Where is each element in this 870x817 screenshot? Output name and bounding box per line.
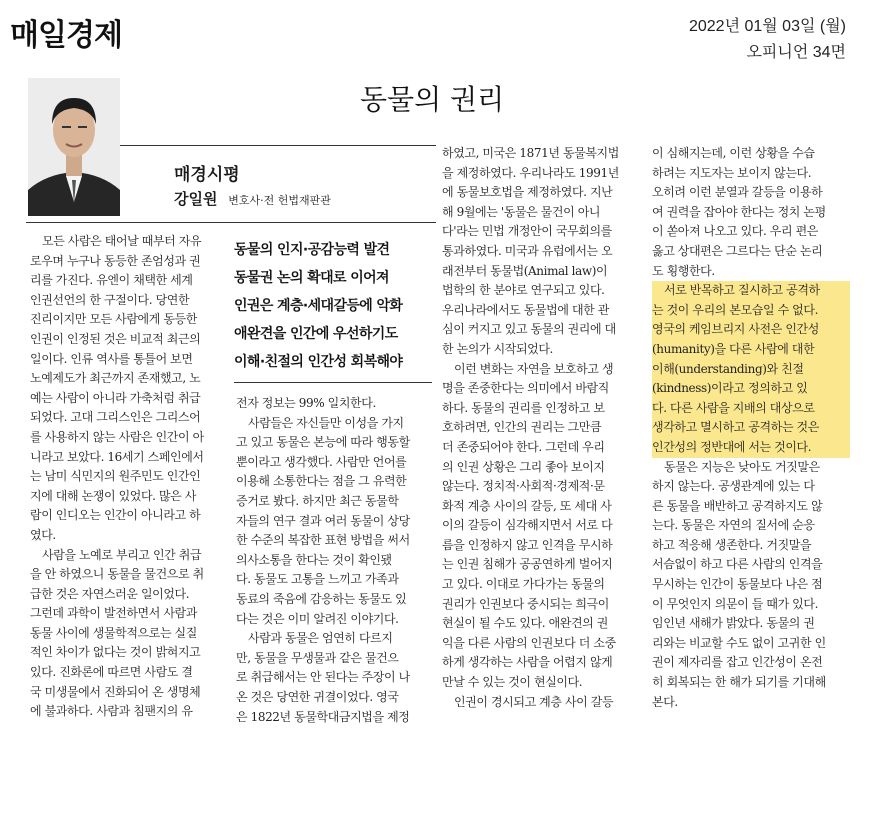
article-text-line: 다. 다른 사람을 지배의 대상으로 bbox=[652, 399, 850, 419]
article-text-line: 는 것이 우리의 본모습일 수 없다. bbox=[652, 301, 850, 321]
article-text-line: 되었다. 고대 그리스인은 그리스어 bbox=[30, 410, 201, 425]
article-text-line: 노예제도가 최근까지 존재했고, 노 bbox=[30, 371, 201, 386]
article-text-line: 심이 커지고 있고 동물의 권리에 대 bbox=[442, 322, 616, 337]
article-text-line: 른 동물을 배반하고 공격하지도 않 bbox=[652, 498, 823, 513]
article-text-line: 을 제정하였다. 우리나라도 1991년 bbox=[442, 165, 619, 180]
article-text-line: 다. 동물도 고통을 느끼고 가족과 bbox=[236, 572, 399, 587]
article-text-line: 고 있다. 이대로 가다가는 동물의 bbox=[442, 577, 605, 592]
article-text-line: 않는다. 정치적·사회적·경제적·문 bbox=[442, 479, 605, 494]
article-text-line: 도 횡행한다. bbox=[652, 263, 715, 278]
article-text-line: 서로 반목하고 질시하고 공격하 bbox=[652, 281, 850, 301]
article-text-line: 증거로 봤다. 하지만 최근 동물학 bbox=[236, 493, 399, 508]
byline bbox=[174, 188, 331, 209]
article-text-line: 동물 사이에 생물학적으로는 실질 bbox=[30, 625, 197, 640]
article-text-line: 리를 가진다. 유엔이 채택한 세계 bbox=[30, 273, 193, 288]
article-text-line: 리와는 비교할 수도 없이 고귀한 인 bbox=[652, 635, 826, 650]
article-text-line: 한 수준의 복잡한 표현 방법을 써서 bbox=[236, 533, 410, 548]
article-text-line: 에 동물보호법을 제정하였다. 지난 bbox=[442, 185, 613, 200]
article-text-line: 로 취급해서는 안 된다는 주장이 나 bbox=[236, 670, 410, 685]
pull-quote-line: 애완견을 인간에 우선하기도 bbox=[234, 326, 398, 342]
article-text-line: 인권선언의 한 구절이다. 당연한 bbox=[30, 292, 190, 307]
article-text-line: 뿐이라고 생각했다. 사람만 언어를 bbox=[236, 454, 407, 469]
article-text-line: 오히려 이런 분열과 갈등을 이용하 bbox=[652, 185, 823, 200]
article-text-line: 를 사용하지 않는 사람은 인간이 아 bbox=[30, 429, 204, 444]
dateline bbox=[689, 14, 846, 66]
article-text-line: 이 심해지는데, 이런 상황을 수습 bbox=[652, 146, 815, 160]
article-text-line: 무시하는 인간이 동물보다 나은 점 bbox=[652, 577, 823, 592]
article-text-line: 법학의 한 분야로 연구되고 있다. bbox=[442, 283, 605, 298]
article-text-line: 니라고 보았다. 16세기 스페인에서 bbox=[30, 449, 204, 464]
article-text-line: 진리이지만 모든 사람에게 동등한 bbox=[30, 312, 197, 327]
pull-quote-line: 동물권 논의 확대로 이어져 bbox=[234, 270, 389, 286]
article-text-line: 하게 생각하는 사람을 어렵지 않게 bbox=[442, 655, 613, 670]
article-text-line: 인권이 경시되고 계층 사이 갈등 bbox=[454, 694, 614, 709]
article-headline: 동물의 권리 bbox=[360, 83, 505, 116]
article-text-line: 급한 것은 자연스러운 일이었다. bbox=[30, 586, 190, 601]
article-text-line: 는다. 동물은 자연의 질서에 순응 bbox=[652, 518, 815, 533]
article-text-line: 만날 수 있는 것이 현실이다. bbox=[442, 675, 583, 690]
article-text-line: 름을 인정하지 않고 인격을 무시하 bbox=[442, 537, 613, 552]
article-text-line: 인권이 인정된 것은 비교적 최근의 bbox=[30, 331, 201, 346]
article-text-line: 적인 차이가 없다는 것이 밝혀지고 bbox=[30, 645, 201, 660]
article-text-line: 화적 계층 사이의 갈등, 또 세대 사 bbox=[442, 498, 612, 513]
article-text-line: 지에 대해 논쟁이 있었다. 많은 사 bbox=[30, 488, 196, 503]
article-text-line: 인간성의 정반대에 서는 것이다. bbox=[652, 438, 850, 458]
article-text-line: 이 무엇인지 의문이 들 때가 있다. bbox=[652, 596, 818, 611]
article-text-line: 로우며 누구나 동등한 존엄성과 권 bbox=[30, 253, 201, 268]
article-text-line: 일이다. 인류 역사를 통틀어 보면 bbox=[30, 351, 193, 366]
article-text-line: 동료의 죽음에 감응하는 동물도 있 bbox=[236, 591, 407, 606]
publication-date: 2022년 01월 03일 (월) bbox=[688, 18, 846, 35]
pull-quote-line: 동물의 인지·공감능력 발견 bbox=[234, 242, 390, 258]
column-series-title: 매경시평 bbox=[174, 165, 240, 185]
article-text-line: 히 회복되는 한 해가 되기를 기대해 bbox=[652, 675, 826, 690]
article-text-line: 하려는 지도자는 보이지 않는다. bbox=[652, 165, 812, 180]
author-title: 변호사·전 헌법재판관 bbox=[228, 194, 331, 207]
article-text-line: 는 남미 식민지의 원주민도 인간인 bbox=[30, 469, 201, 484]
article-text-line: 영국의 케임브리지 사전은 인간성 bbox=[652, 320, 850, 340]
article-text-line: 한 논의가 시작되었다. bbox=[442, 341, 553, 356]
article-text-line: 였다. bbox=[30, 527, 56, 542]
article-text-line: 있다. 진화론에 따르면 사람도 결 bbox=[30, 665, 193, 680]
article-text-line: 에 불과하다. 사람과 침팬지의 유 bbox=[30, 704, 193, 719]
article-text-line: 권리가 인권보다 중시되는 희극이 bbox=[442, 596, 609, 611]
article-text-line: 사람들은 자신들만 이성을 가지 bbox=[248, 415, 404, 430]
article-text-line: 이의 갈등이 심각해지면서 서로 다 bbox=[442, 518, 613, 533]
pull-quote bbox=[234, 236, 432, 376]
article-text-line: 을 안 하였으니 동물을 물건으로 취 bbox=[30, 567, 204, 582]
author-portrait bbox=[28, 78, 120, 216]
article-text-line: 권이 제자리를 잡고 인간성이 온전 bbox=[652, 655, 823, 670]
pull-quote-rule bbox=[234, 382, 432, 383]
article-text-line: 해 9월에는 '동물은 물건이 아니 bbox=[442, 204, 601, 219]
article-text-line: 호하려면, 인간의 권리는 그만큼 bbox=[442, 420, 602, 435]
article-text-line: 여 권력을 잡아야 한다는 정치 논평 bbox=[652, 204, 826, 219]
article-text-line: 하지 않는다. 공생관계에 있는 다 bbox=[652, 479, 815, 494]
article-text-line: 서슴없이 하고 다른 사람의 인격을 bbox=[652, 557, 823, 572]
article-text-line: (humanity)을 다른 사람에 대한 bbox=[652, 340, 850, 360]
article-text-line: 자들의 연구 결과 여러 동물이 상당 bbox=[236, 513, 410, 528]
article-text-line: 이런 변화는 자연을 보호하고 생 bbox=[454, 361, 614, 376]
author-name: 강일원 bbox=[174, 190, 218, 208]
page-section: 오피니언 34면 bbox=[746, 44, 846, 61]
article-text-line: 이해(understanding)와 친절 bbox=[652, 360, 850, 380]
article-text-line: 우리나라에서도 동물법에 대한 관 bbox=[442, 302, 609, 317]
article-text-line: 생각하고 멸시하고 공격하는 것은 bbox=[652, 418, 850, 438]
article-text-line: 의사소통을 한다는 것이 확인됐 bbox=[236, 552, 392, 567]
header-rule bbox=[120, 145, 436, 146]
article-text-line: 하고 적응해 생존한다. 거짓말을 bbox=[652, 537, 812, 552]
article-text-line: 통과하였다. 미국과 유럽에서는 오 bbox=[442, 243, 613, 258]
article-text-line: 의 인권 상황은 그리 좋아 보이지 bbox=[442, 459, 605, 474]
article-text-line: 온 것은 당연한 귀결이었다. 영국 bbox=[236, 689, 399, 704]
pull-quote-line: 인권은 계층·세대갈등에 악화 bbox=[234, 298, 403, 314]
article-text-line: 하였고, 미국은 1871년 동물복지법 bbox=[442, 146, 619, 160]
article-text-line: 모든 사람은 태어날 때부터 자유 bbox=[42, 234, 202, 248]
article-text-line: 다는 것은 이미 알려진 이야기다. bbox=[236, 611, 399, 626]
article-text-line: 본다. bbox=[652, 694, 678, 709]
article-text-line: 이 쏟아져 나오고 있다. 우리 편은 bbox=[652, 224, 818, 239]
newspaper-masthead: 매일경제 bbox=[10, 18, 122, 53]
article-text-line: 동물은 지능은 낮아도 거짓말은 bbox=[664, 459, 820, 474]
article-text-line: 만, 동물을 무생물과 같은 물건으 bbox=[236, 650, 399, 665]
article-text-line: 는 인권 침해가 공공연하게 벌어지 bbox=[442, 557, 613, 572]
article-text-line: 국 미생물에서 진화되어 온 생명체 bbox=[30, 684, 201, 699]
article-text-line: 고 있고 동물은 본능에 따라 행동할 bbox=[236, 435, 410, 450]
article-text-line: 익을 다른 사람의 인권보다 더 소중 bbox=[442, 635, 616, 650]
article-text-line: 옳고 상대편은 그르다는 단순 논리 bbox=[652, 243, 823, 258]
article-text-line: 람이 인디오는 인간이 아니라고 하 bbox=[30, 508, 201, 523]
article-text-line: 다'라는 민법 개정안이 국무회의를 bbox=[442, 224, 612, 239]
article-column-2 bbox=[236, 394, 432, 727]
article-text-line: (kindness)이라고 정의하고 있 bbox=[652, 379, 850, 399]
article-text-line: 임인년 새해가 밝았다. 동물의 권 bbox=[652, 616, 815, 631]
article-column-3 bbox=[442, 144, 638, 712]
article-text-line: 은 1822년 동물학대금지법을 제정 bbox=[236, 709, 410, 724]
article-text-line: 래전부터 동물법(Animal law)이 bbox=[442, 263, 608, 278]
article-text-line: 하다. 동물의 권리를 인정하고 보 bbox=[442, 400, 605, 415]
article-text-line: 사람과 동물은 엄연히 다르지 bbox=[248, 631, 393, 646]
article-text-line: 이용해 소통한다는 점을 그 유력한 bbox=[236, 474, 407, 489]
article-column-1 bbox=[30, 232, 224, 722]
pull-quote-line: 이해·친절의 인간성 회복해야 bbox=[234, 354, 403, 370]
article-text-line: 현실이 될 수도 있다. 애완견의 권 bbox=[442, 616, 608, 631]
article-text-line: 전자 정보는 99% 일치한다. bbox=[236, 396, 376, 410]
article-column-4 bbox=[652, 144, 850, 712]
article-text-line: 더 존중되어야 한다. 그런데 우리 bbox=[442, 439, 605, 454]
article-text-line: 예는 사람이 아니라 가축처럼 취급 bbox=[30, 390, 201, 405]
article-text-line: 그런데 과학이 발전하면서 사람과 bbox=[30, 606, 197, 621]
article-text-line: 사람을 노예로 부리고 인간 취급 bbox=[42, 547, 202, 562]
byline-rule bbox=[26, 222, 436, 223]
article-text-line: 명을 존중한다는 의미에서 바람직 bbox=[442, 381, 609, 396]
